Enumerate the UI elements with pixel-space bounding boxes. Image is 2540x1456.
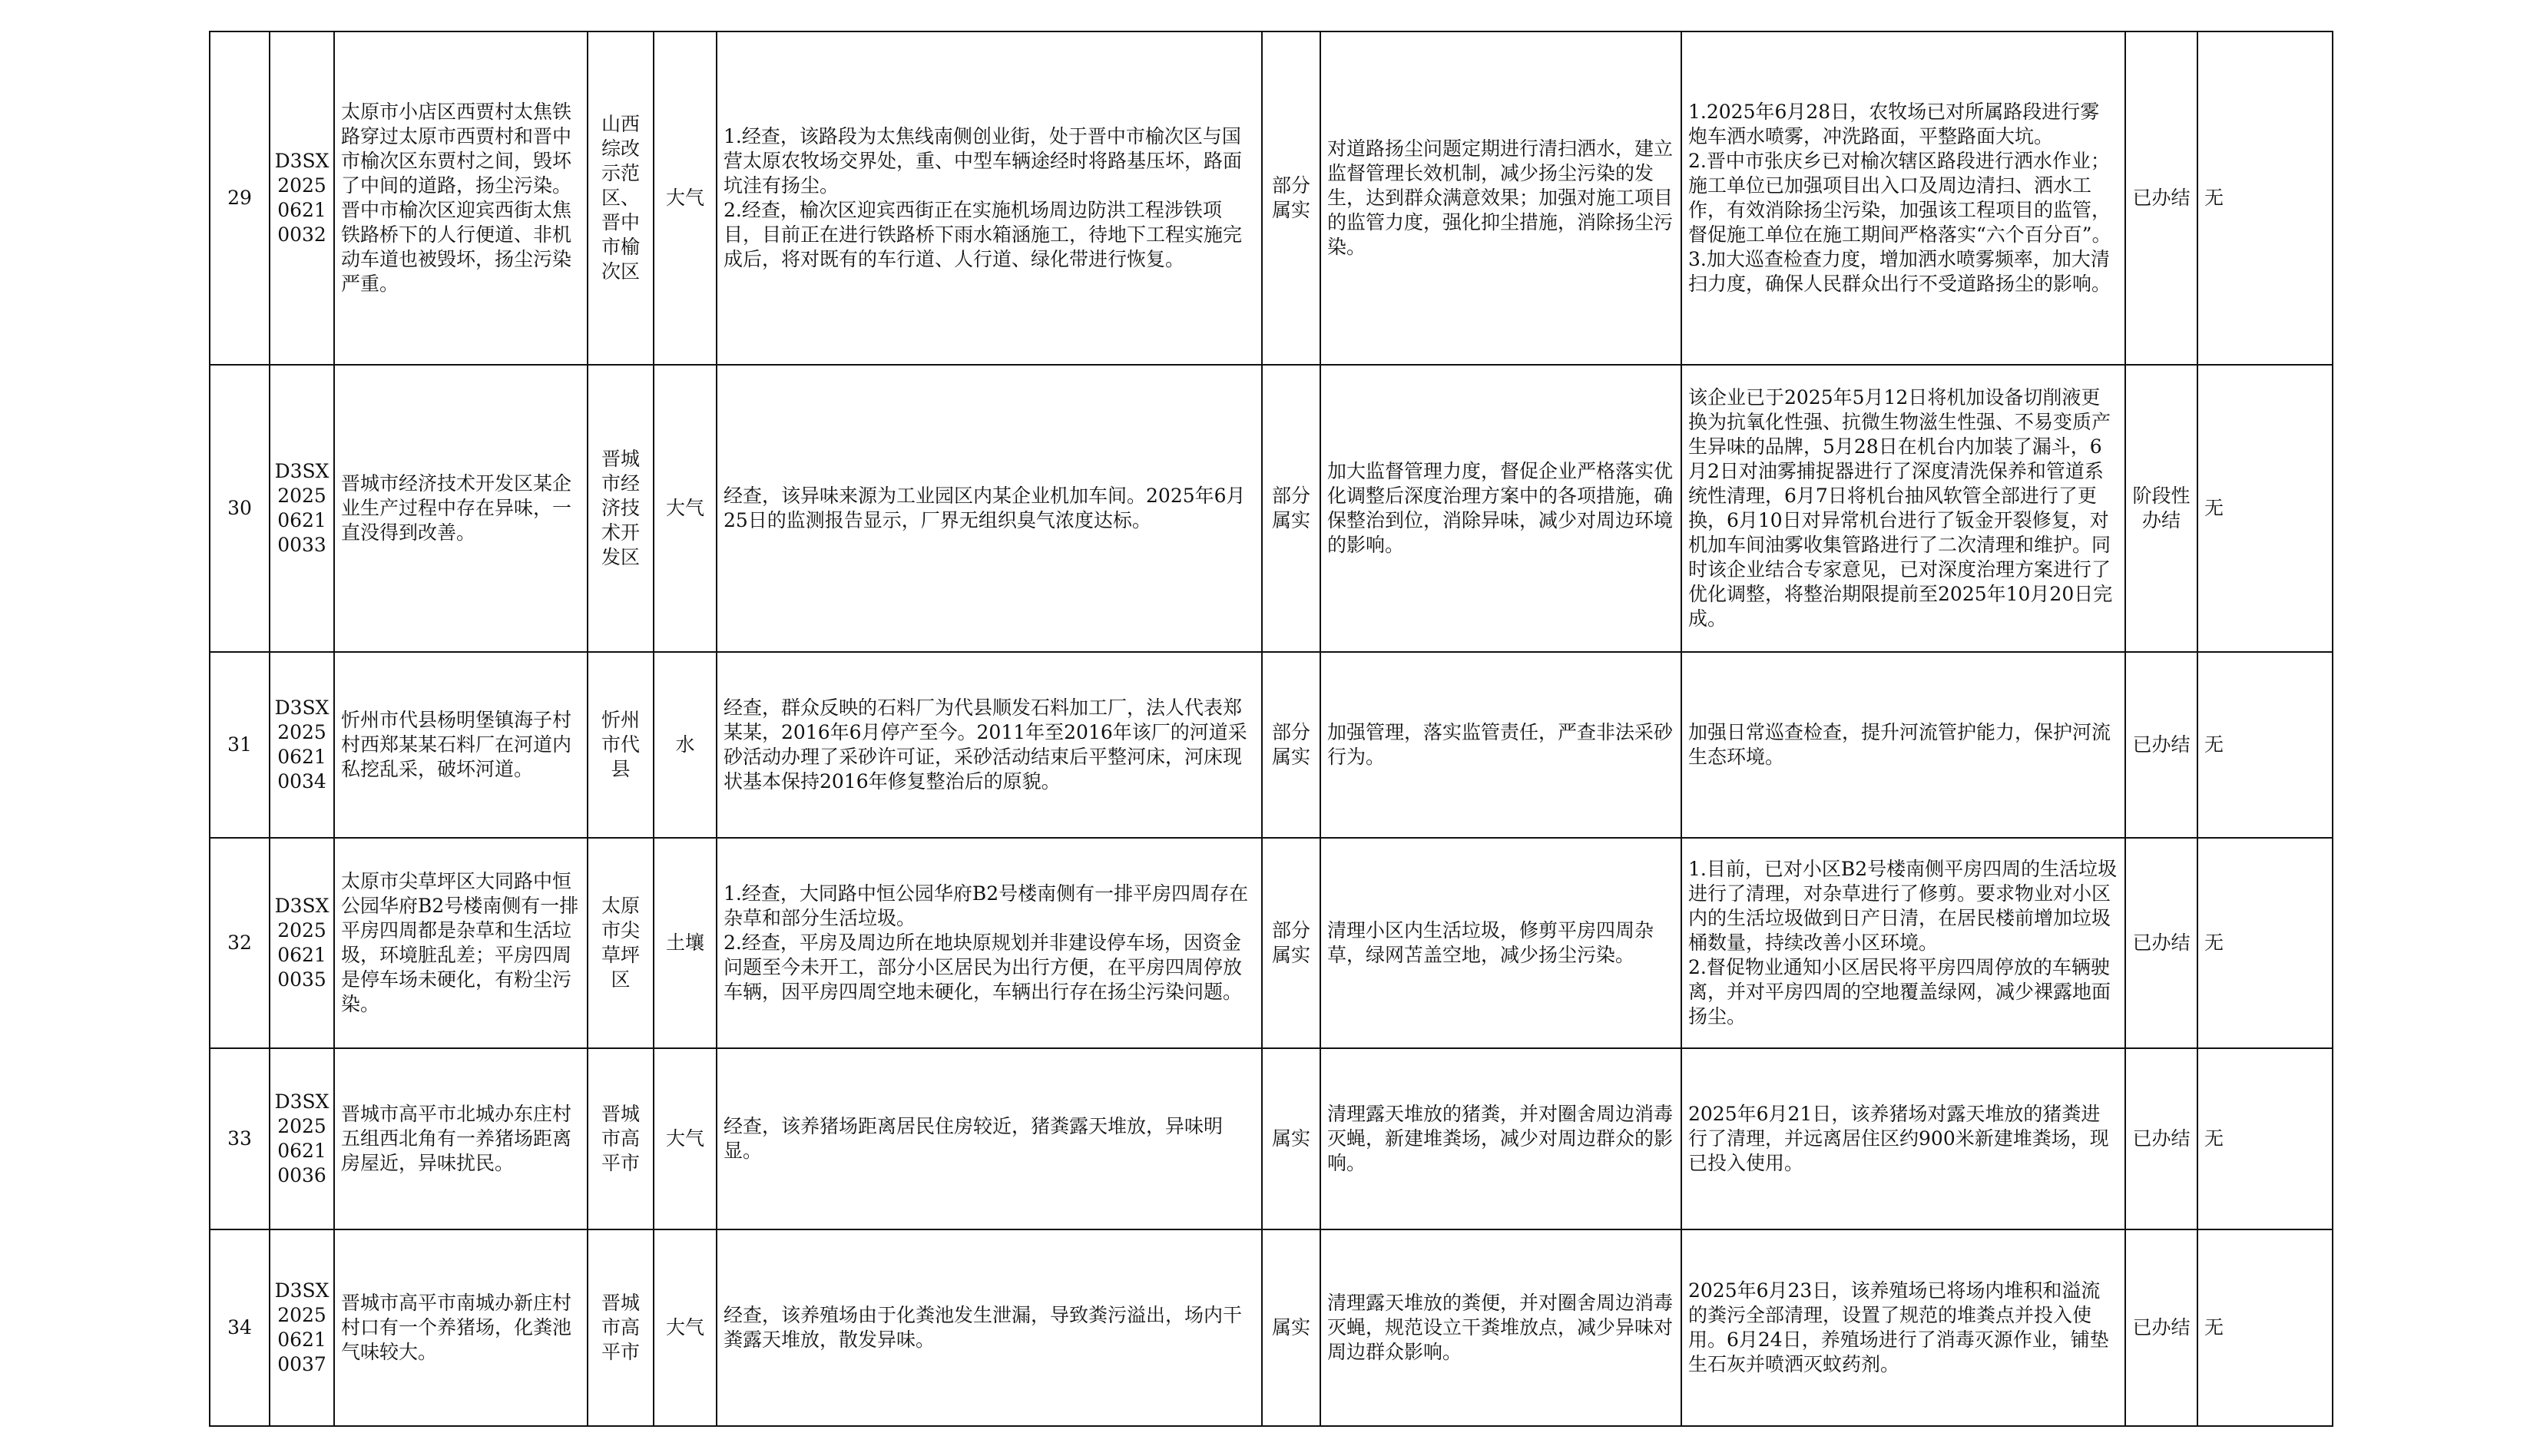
case-code-cell: D3SX202506210035 <box>270 838 334 1048</box>
progress-cell: 1.2025年6月28日，农牧场已对所属路段进行雾炮车洒水喷雾，冲洗路面，平整路面大坑。 2.晋中市张庆乡已对榆次辖区路段进行洒水作业；施工单位已加强项目出入口及周边清扫、洒水工作，有效消除扬尘污染，加强该工程项目的监管，督促施工单位在施工期间严格落实“六个百分百”。 3.加大巡查检查力度，增加洒水喷雾频率，加大清扫力度，确保人民群众出行不受道路扬尘的影响。 <box>1681 31 2125 365</box>
verdict-cell: 部分属实 <box>1262 31 1320 365</box>
complaint-cell: 晋城市高平市南城办新庄村村口有一个养猪场，化粪池气味较大。 <box>334 1229 588 1426</box>
case-code-cell: D3SX202506210032 <box>270 31 334 365</box>
pollution-type-cell: 大气 <box>654 365 717 652</box>
case-code-cell: D3SX202506210033 <box>270 365 334 652</box>
region-cell: 忻州市代县 <box>588 652 654 838</box>
verdict-cell: 部分属实 <box>1262 652 1320 838</box>
table-row <box>210 31 2333 365</box>
plan-cell: 加大监督管理力度，督促企业严格落实优化调整后深度治理方案中的各项措施，确保整治到位，消除异味，减少对周边环境的影响。 <box>1320 365 1681 652</box>
complaint-cell: 太原市小店区西贾村太焦铁路穿过太原市西贾村和晋中市榆次区东贾村之间，毁坏了中间的道路，扬尘污染。晋中市榆次区迎宾西街太焦铁路桥下的人行便道、非机动车道也被毁坏，扬尘污染严重。 <box>334 31 588 365</box>
pollution-type-cell: 大气 <box>654 1229 717 1426</box>
table-row <box>210 838 2333 1048</box>
progress-cell: 加强日常巡查检查，提升河流管护能力，保护河流生态环境。 <box>1681 652 2125 838</box>
table-row <box>210 1229 2333 1426</box>
seq-cell: 31 <box>210 652 270 838</box>
region-cell: 晋城市经济技术开发区 <box>588 365 654 652</box>
progress-cell: 该企业已于2025年5月12日将机加设备切削液更换为抗氧化性强、抗微生物滋生性强、不易变质产生异味的品牌，5月28日在机台内加装了漏斗，6月2日对油雾捕捉器进行了深度清洗保养和管道系统性清理，6月7日将机台抽风软管全部进行了更换，6月10日对异常机台进行了钣金开裂修复，对机加车间油雾收集管路进行了二次清理和维护。同时该企业结合专家意见，已对深度治理方案进行了优化调整，将整治期限提前至2025年10月20日完成。 <box>1681 365 2125 652</box>
verification-cell: 经查，该养殖场由于化粪池发生泄漏，导致粪污溢出，场内干粪露天堆放，散发异味。 <box>717 1229 1262 1426</box>
progress-cell: 2025年6月21日，该养猪场对露天堆放的猪粪进行了清理，并远离居住区约900米新建堆粪场，现已投入使用。 <box>1681 1048 2125 1229</box>
pollution-type-cell: 水 <box>654 652 717 838</box>
plan-cell: 对道路扬尘问题定期进行清扫洒水，建立监督管理长效机制，减少扬尘污染的发生，达到群众满意效果；加强对施工项目的监管力度，强化抑尘措施，消除扬尘污染。 <box>1320 31 1681 365</box>
accountability-cell: 无 <box>2197 838 2333 1048</box>
region-cell: 晋城市高平市 <box>588 1229 654 1426</box>
complaint-cell: 晋城市高平市北城办东庄村五组西北角有一养猪场距离房屋近，异味扰民。 <box>334 1048 588 1229</box>
accountability-cell: 无 <box>2197 1229 2333 1426</box>
table-row <box>210 365 2333 652</box>
case-code-cell: D3SX202506210037 <box>270 1229 334 1426</box>
verdict-cell: 部分属实 <box>1262 365 1320 652</box>
status-cell: 阶段性办结 <box>2125 365 2197 652</box>
case-code-cell: D3SX202506210034 <box>270 652 334 838</box>
seq-cell: 30 <box>210 365 270 652</box>
seq-cell: 33 <box>210 1048 270 1229</box>
verification-cell: 经查，该异味来源为工业园区内某企业机加车间。2025年6月25日的监测报告显示，厂界无组织臭气浓度达标。 <box>717 365 1262 652</box>
seq-cell: 29 <box>210 31 270 365</box>
status-cell: 已办结 <box>2125 1048 2197 1229</box>
plan-cell: 清理小区内生活垃圾，修剪平房四周杂草，绿网苫盖空地，减少扬尘污染。 <box>1320 838 1681 1048</box>
accountability-cell: 无 <box>2197 652 2333 838</box>
verification-cell: 1.经查，大同路中恒公园华府B2号楼南侧有一排平房四周存在杂草和部分生活垃圾。 2.经查，平房及周边所在地块原规划并非建设停车场，因资金问题至今未开工，部分小区居民为出行方便，在平房四周停放车辆，因平房四周空地未硬化，车辆出行存在扬尘污染问题。 <box>717 838 1262 1048</box>
case-code-cell: D3SX202506210036 <box>270 1048 334 1229</box>
progress-cell: 2025年6月23日，该养殖场已将场内堆积和溢流的粪污全部清理，设置了规范的堆粪点并投入使用。6月24日，养殖场进行了消毒灭源作业，铺垫生石灰并喷洒灭蚊药剂。 <box>1681 1229 2125 1426</box>
status-cell: 已办结 <box>2125 1229 2197 1426</box>
pollution-type-cell: 大气 <box>654 31 717 365</box>
table-row <box>210 1048 2333 1229</box>
verification-cell: 1.经查，该路段为太焦线南侧创业街，处于晋中市榆次区与国营太原农牧场交界处，重、中型车辆途经时将路基压坏，路面坑洼有扬尘。 2.经查，榆次区迎宾西街正在实施机场周边防洪工程涉铁项目，目前正在进行铁路桥下雨水箱涵施工，待地下工程实施完成后，将对既有的车行道、人行道、绿化带进行恢复。 <box>717 31 1262 365</box>
verdict-cell: 属实 <box>1262 1048 1320 1229</box>
accountability-cell: 无 <box>2197 365 2333 652</box>
verdict-cell: 部分属实 <box>1262 838 1320 1048</box>
region-cell: 晋城市高平市 <box>588 1048 654 1229</box>
seq-cell: 34 <box>210 1229 270 1426</box>
plan-cell: 清理露天堆放的猪粪，并对圈舍周边消毒灭蝇，新建堆粪场，减少对周边群众的影响。 <box>1320 1048 1681 1229</box>
table-row <box>210 652 2333 838</box>
plan-cell: 加强管理，落实监管责任，严查非法采砂行为。 <box>1320 652 1681 838</box>
region-cell: 太原市尖草坪区 <box>588 838 654 1048</box>
accountability-cell: 无 <box>2197 31 2333 365</box>
seq-cell: 32 <box>210 838 270 1048</box>
progress-cell: 1.目前，已对小区B2号楼南侧平房四周的生活垃圾进行了清理，对杂草进行了修剪。要求物业对小区内的生活垃圾做到日产日清，在居民楼前增加垃圾桶数量，持续改善小区环境。 2.督促物业通知小区居民将平房四周停放的车辆驶离，并对平房四周的空地覆盖绿网，减少裸露地面扬尘。 <box>1681 838 2125 1048</box>
verification-cell: 经查，该养猪场距离居民住房较近，猪粪露天堆放，异味明显。 <box>717 1048 1262 1229</box>
pollution-type-cell: 土壤 <box>654 838 717 1048</box>
region-cell: 山西综改示范区、晋中市榆次区 <box>588 31 654 365</box>
verdict-cell: 属实 <box>1262 1229 1320 1426</box>
status-cell: 已办结 <box>2125 838 2197 1048</box>
accountability-cell: 无 <box>2197 1048 2333 1229</box>
complaint-table <box>209 31 2333 1427</box>
verification-cell: 经查，群众反映的石料厂为代县顺发石料加工厂，法人代表郑某某，2016年6月停产至今。2011年至2016年该厂的河道采砂活动办理了采砂许可证，采砂活动结束后平整河床，河床现状基本保持2016年修复整治后的原貌。 <box>717 652 1262 838</box>
status-cell: 已办结 <box>2125 31 2197 365</box>
complaint-cell: 太原市尖草坪区大同路中恒公园华府B2号楼南侧有一排平房四周都是杂草和生活垃圾，环境脏乱差；平房四周是停车场未硬化，有粉尘污染。 <box>334 838 588 1048</box>
status-cell: 已办结 <box>2125 652 2197 838</box>
pollution-type-cell: 大气 <box>654 1048 717 1229</box>
plan-cell: 清理露天堆放的粪便，并对圈舍周边消毒灭蝇，规范设立干粪堆放点，减少异味对周边群众影响。 <box>1320 1229 1681 1426</box>
complaint-cell: 晋城市经济技术开发区某企业生产过程中存在异味，一直没得到改善。 <box>334 365 588 652</box>
complaint-cell: 忻州市代县杨明堡镇海子村村西郑某某石料厂在河道内私挖乱采，破坏河道。 <box>334 652 588 838</box>
